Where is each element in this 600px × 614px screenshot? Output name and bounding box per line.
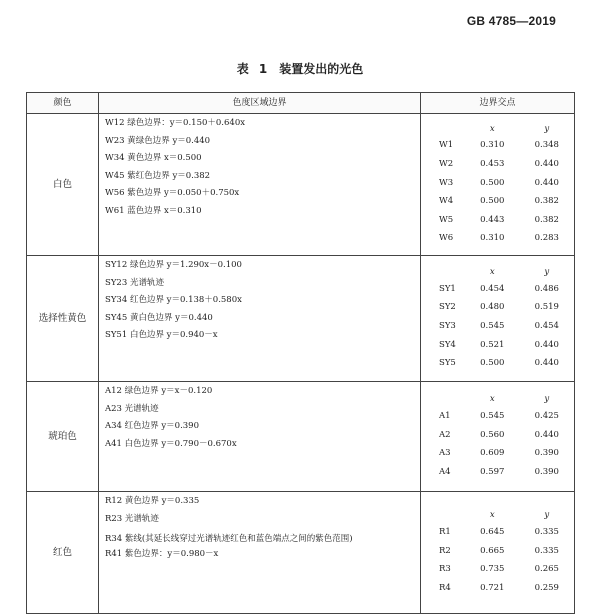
point-id: SY2 bbox=[439, 302, 456, 313]
point-id: SY3 bbox=[439, 320, 456, 331]
intersection-cell bbox=[421, 382, 575, 492]
point-row bbox=[421, 354, 574, 373]
intersection-points-table bbox=[421, 508, 574, 597]
point-row bbox=[421, 523, 574, 542]
point-row bbox=[421, 280, 574, 299]
point-id: R1 bbox=[439, 527, 451, 538]
point-row bbox=[421, 579, 574, 598]
header-boundary: 色度区域边界 bbox=[99, 93, 421, 114]
boundary-line: SY45 黄白色边界 y＝0.440 bbox=[105, 312, 213, 323]
point-id-header bbox=[421, 508, 465, 523]
boundary-line: W45 紫红色边界 y＝0.382 bbox=[105, 170, 211, 181]
point-y: 0.335 bbox=[534, 527, 559, 538]
point-y: 0.390 bbox=[534, 466, 559, 477]
point-x: 0.500 bbox=[480, 196, 505, 207]
y-header: y bbox=[544, 123, 550, 134]
point-x: 0.597 bbox=[480, 466, 505, 477]
point-row bbox=[421, 425, 574, 444]
boundary-line: R12 黄色边界 y＝0.335 bbox=[105, 496, 200, 506]
point-id-header bbox=[421, 392, 465, 407]
boundary-line: A34 红色边界 y＝0.390 bbox=[105, 421, 199, 431]
standard-code: GB 4785—2019 bbox=[466, 14, 556, 28]
boundary-line: W23 黄绿色边界 y＝0.440 bbox=[105, 135, 211, 146]
boundary-line: R41 紫色边界：y＝0.980－x bbox=[105, 549, 219, 559]
boundary-line: W56 紫色边界 y＝0.050＋0.750x bbox=[105, 188, 240, 198]
point-y: 0.519 bbox=[534, 302, 559, 313]
x-header: x bbox=[489, 394, 495, 405]
boundary-cell bbox=[99, 114, 421, 256]
boundary-line: SY51 白色边界 y＝0.940－x bbox=[105, 330, 218, 340]
point-row bbox=[421, 560, 574, 579]
point-y: 0.440 bbox=[534, 429, 559, 440]
color-name-cell: 白色 bbox=[27, 114, 99, 256]
intersection-cell bbox=[421, 492, 575, 614]
point-y: 0.390 bbox=[534, 448, 559, 459]
boundary-line: SY34 红色边界 y＝0.138＋0.580x bbox=[105, 295, 242, 305]
point-y: 0.425 bbox=[534, 411, 559, 422]
point-id: A1 bbox=[439, 411, 451, 422]
table-header-row bbox=[27, 93, 575, 114]
point-x: 0.560 bbox=[480, 429, 505, 440]
point-id: A3 bbox=[439, 448, 451, 459]
point-x: 0.545 bbox=[480, 320, 505, 331]
point-y: 0.283 bbox=[534, 233, 559, 244]
point-id-header bbox=[421, 265, 465, 280]
intersection-points-table bbox=[421, 121, 574, 248]
xy-header-row bbox=[421, 508, 574, 523]
boundary-line: R34 紫线(其延长线穿过光谱轨迹红色和蓝色端点之间的紫色范围) bbox=[105, 534, 353, 544]
point-id: W4 bbox=[439, 196, 454, 207]
intersection-points-table bbox=[421, 265, 574, 373]
intersection-cell bbox=[421, 256, 575, 382]
point-id: W1 bbox=[439, 140, 454, 151]
point-y: 0.454 bbox=[534, 320, 559, 331]
boundary-line: W61 蓝色边界 x＝0.310 bbox=[105, 205, 202, 216]
boundary-line: SY12 绿色边界 y＝1.290x－0.100 bbox=[105, 260, 242, 270]
x-header: x bbox=[489, 123, 495, 134]
point-row bbox=[421, 541, 574, 560]
point-id: SY1 bbox=[439, 283, 456, 294]
point-x: 0.500 bbox=[480, 177, 505, 188]
point-row bbox=[421, 192, 574, 211]
point-id: W6 bbox=[439, 233, 454, 244]
point-id: W3 bbox=[439, 177, 454, 188]
point-id: W2 bbox=[439, 159, 454, 170]
y-header: y bbox=[544, 510, 550, 521]
point-id: SY5 bbox=[439, 358, 456, 369]
color-name-cell: 红色 bbox=[27, 492, 99, 614]
point-x: 0.735 bbox=[480, 564, 505, 575]
point-id: SY4 bbox=[439, 339, 456, 350]
table-row bbox=[27, 114, 575, 256]
boundary-cell bbox=[99, 382, 421, 492]
point-x: 0.645 bbox=[480, 527, 505, 538]
xy-header-row bbox=[421, 392, 574, 407]
xy-header-row bbox=[421, 265, 574, 280]
point-y: 0.382 bbox=[534, 196, 559, 207]
point-y: 0.265 bbox=[534, 564, 559, 575]
header-intersections: 边界交点 bbox=[421, 93, 575, 114]
xy-header-row bbox=[421, 121, 574, 136]
y-header: y bbox=[544, 394, 550, 405]
intersection-points-table bbox=[421, 392, 574, 481]
boundary-cell bbox=[99, 256, 421, 382]
color-name-cell: 选择性黄色 bbox=[27, 256, 99, 382]
x-header: x bbox=[489, 510, 495, 521]
point-row bbox=[421, 407, 574, 426]
header-color: 颜色 bbox=[27, 93, 99, 114]
point-y: 0.440 bbox=[534, 159, 559, 170]
point-x: 0.665 bbox=[480, 545, 505, 556]
point-x: 0.521 bbox=[480, 339, 505, 350]
table-row bbox=[27, 382, 575, 492]
point-y: 0.348 bbox=[534, 140, 559, 151]
boundary-line: A41 白色边界 y＝0.790－0.670x bbox=[105, 438, 237, 449]
boundary-line: A12 绿色边界 y＝x－0.120 bbox=[105, 386, 213, 396]
point-id: W5 bbox=[439, 214, 454, 225]
intersection-cell bbox=[421, 114, 575, 256]
point-y: 0.440 bbox=[534, 339, 559, 350]
point-x: 0.310 bbox=[480, 140, 505, 151]
point-y: 0.440 bbox=[534, 358, 559, 369]
point-id-header bbox=[421, 121, 465, 136]
point-x: 0.453 bbox=[480, 159, 505, 170]
point-x: 0.545 bbox=[480, 411, 505, 422]
boundary-cell bbox=[99, 492, 421, 614]
table-row bbox=[27, 492, 575, 614]
point-y: 0.486 bbox=[534, 283, 559, 294]
point-row bbox=[421, 335, 574, 354]
boundary-line: R23 光谱轨迹 bbox=[105, 513, 159, 524]
point-id: A2 bbox=[439, 429, 451, 440]
point-row bbox=[421, 136, 574, 155]
boundary-line: W34 黄色边界 x＝0.500 bbox=[105, 153, 202, 163]
color-name-cell: 琥珀色 bbox=[27, 382, 99, 492]
point-x: 0.454 bbox=[480, 283, 505, 294]
point-row bbox=[421, 444, 574, 463]
point-x: 0.500 bbox=[480, 358, 505, 369]
y-header: y bbox=[544, 266, 550, 277]
point-row bbox=[421, 463, 574, 482]
boundary-line: W12 绿色边界：y＝0.150＋0.640x bbox=[105, 118, 246, 128]
boundary-line: SY23 光谱轨迹 bbox=[105, 277, 164, 288]
point-y: 0.440 bbox=[534, 177, 559, 188]
point-y: 0.335 bbox=[534, 545, 559, 556]
light-color-table bbox=[26, 92, 575, 614]
point-id: R2 bbox=[439, 545, 451, 556]
point-row bbox=[421, 229, 574, 248]
point-x: 0.721 bbox=[480, 582, 505, 593]
point-x: 0.443 bbox=[480, 214, 505, 225]
point-id: R4 bbox=[439, 582, 451, 593]
boundary-line: A23 光谱轨迹 bbox=[105, 403, 159, 414]
x-header: x bbox=[489, 266, 495, 277]
point-row bbox=[421, 173, 574, 192]
point-row bbox=[421, 298, 574, 317]
point-row bbox=[421, 317, 574, 336]
point-x: 0.609 bbox=[480, 448, 505, 459]
point-x: 0.480 bbox=[480, 302, 505, 313]
point-row bbox=[421, 211, 574, 230]
point-row bbox=[421, 155, 574, 174]
point-x: 0.310 bbox=[480, 233, 505, 244]
point-id: R3 bbox=[439, 564, 451, 575]
point-y: 0.259 bbox=[534, 582, 559, 593]
table-row bbox=[27, 256, 575, 382]
table-title: 表 1 装置发出的光色 bbox=[236, 62, 364, 76]
point-id: A4 bbox=[439, 466, 451, 477]
point-y: 0.382 bbox=[534, 214, 559, 225]
